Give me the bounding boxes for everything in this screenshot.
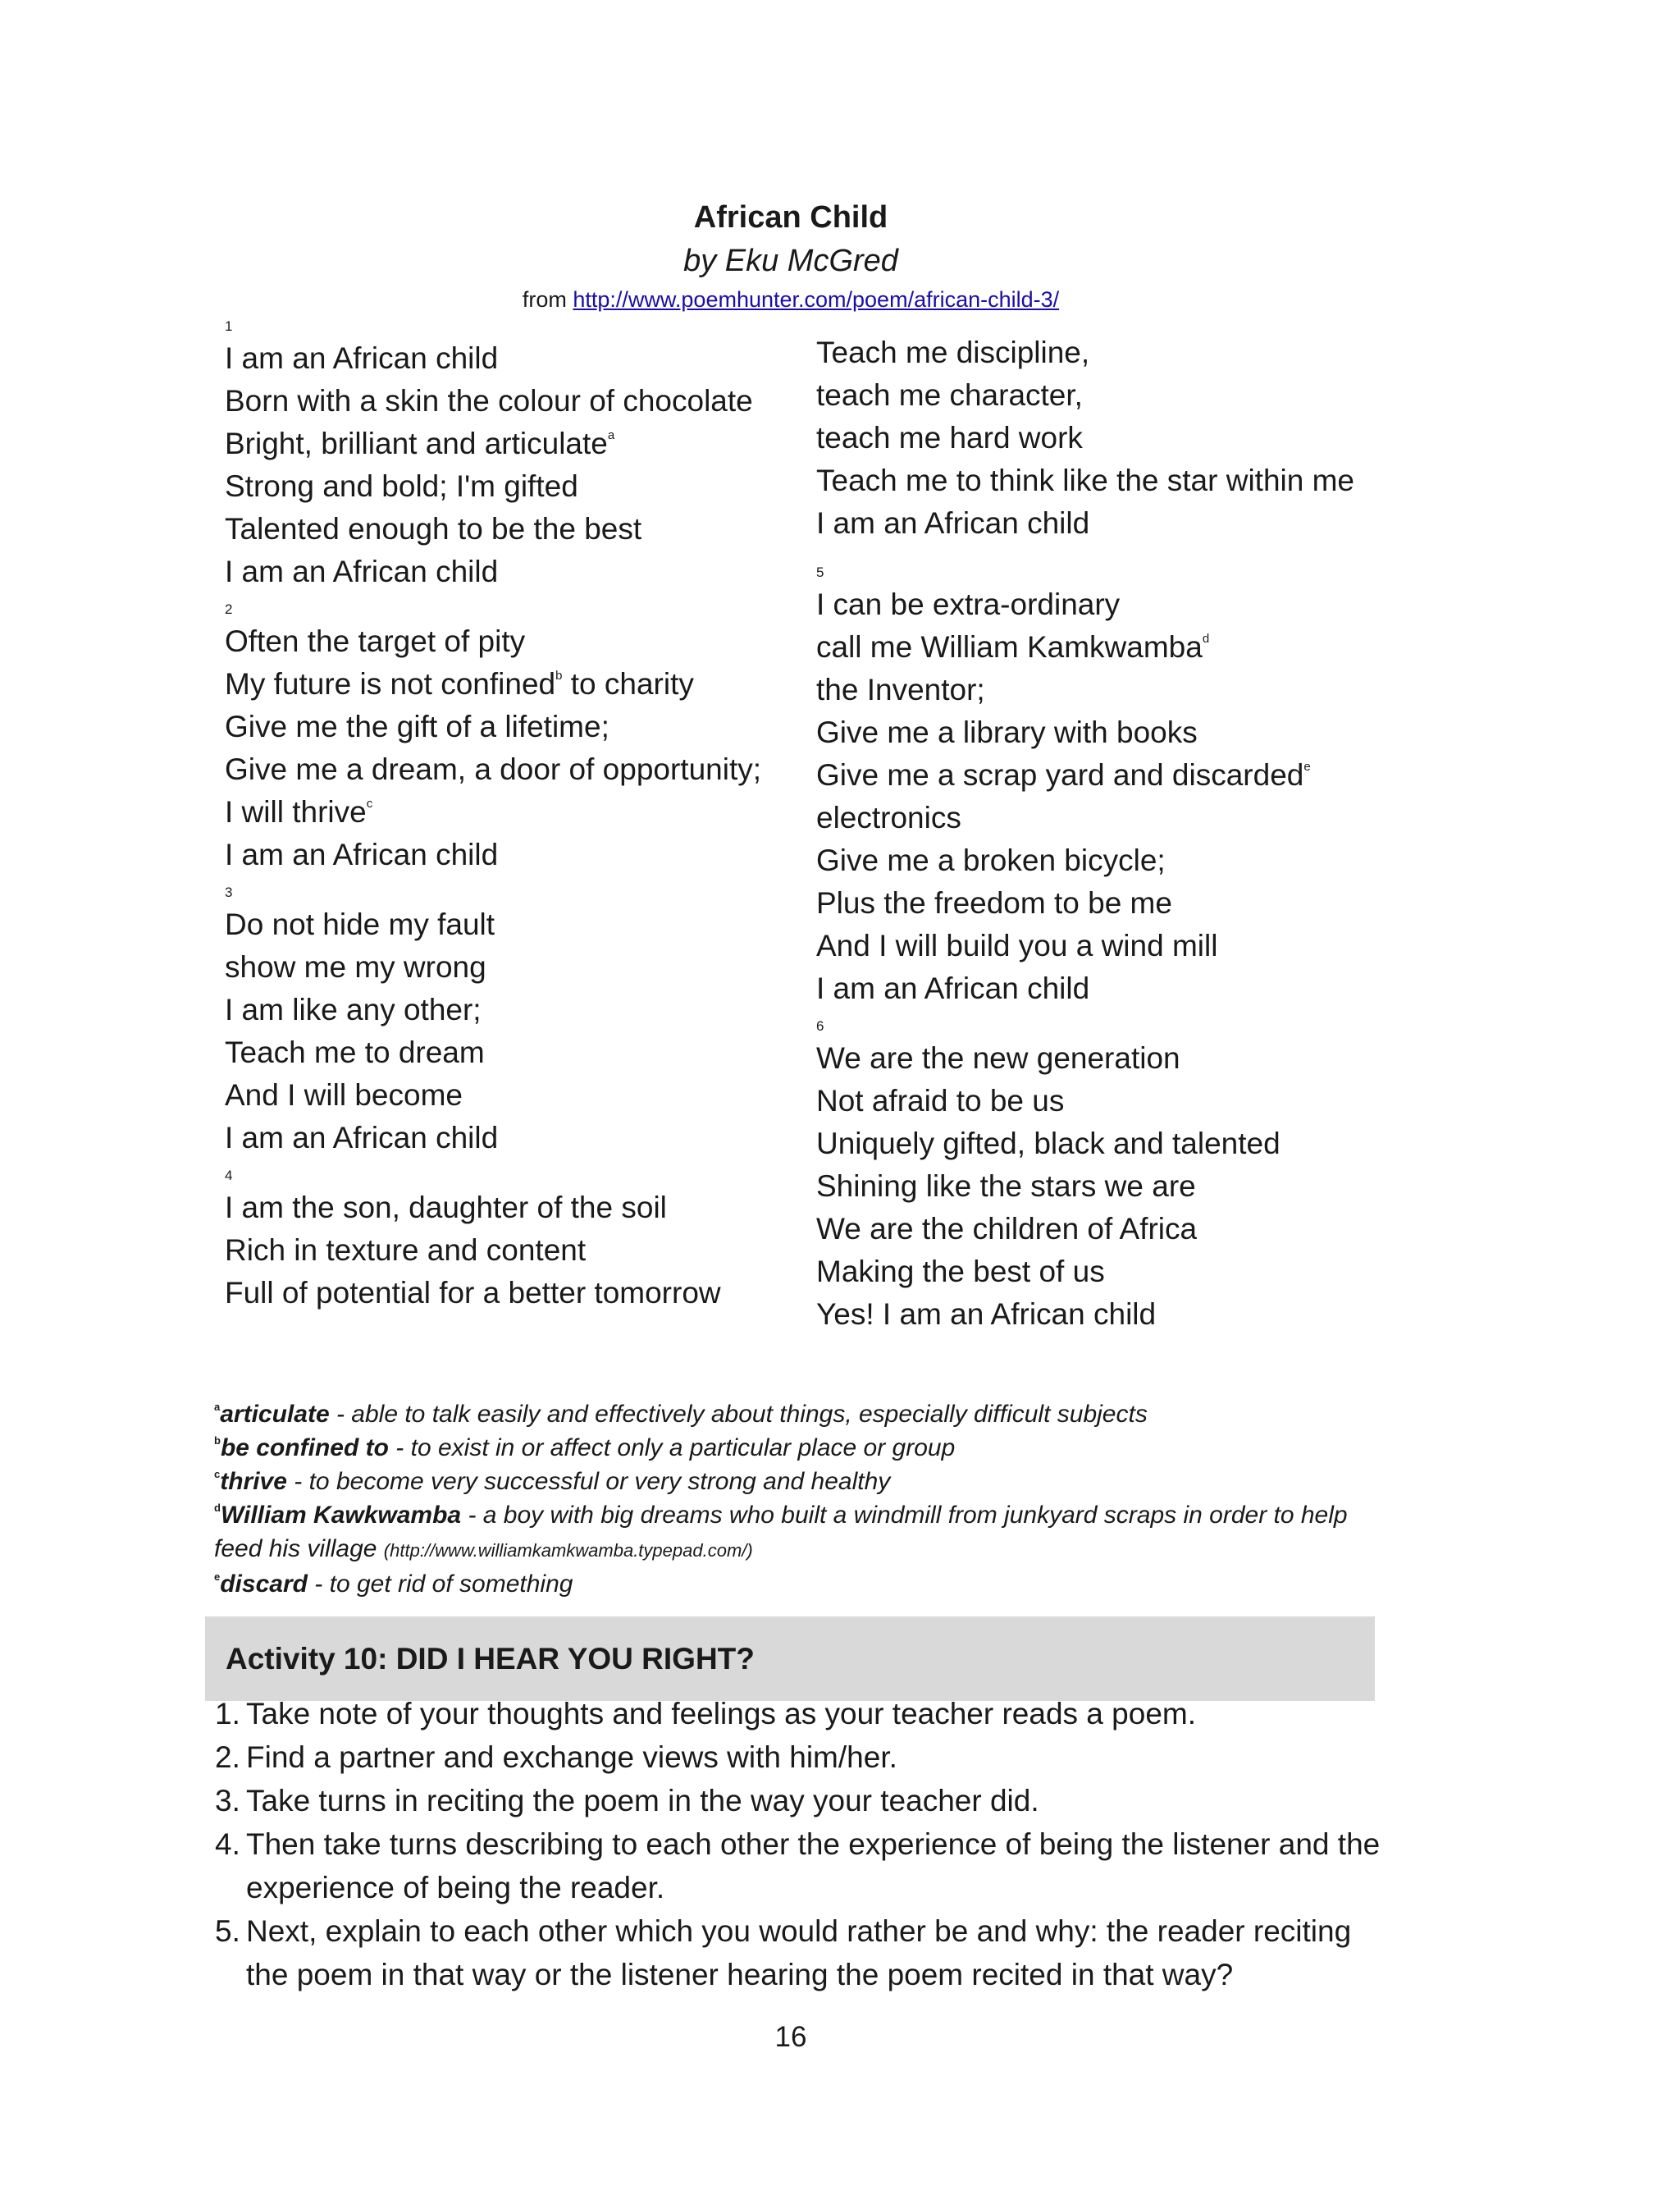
stanza-3 [225,885,799,1159]
poem-line: electronics [816,801,961,834]
poem-line: I am an African child [816,972,1090,1005]
footnote-b [214,1431,1379,1465]
item-text: Find a partner and exchange views with him/her. [246,1740,897,1774]
poem-line: Give me a broken bicycle; [816,844,1166,877]
poem-line: Full of potential for a better tomorrow [225,1276,721,1310]
footnote-mark: e [214,1570,221,1583]
poem-line: Often the target of pity [225,624,526,658]
item-text: Take note of your thoughts and feelings as your teacher reads a poem. [246,1697,1197,1731]
poem-line: I can be extra-ordinary [816,588,1121,621]
poem-line: I am the son, daughter of the soil [225,1191,667,1224]
poem-line-text: Bright, brilliant and articulate [225,427,608,460]
activity-item [215,1822,1396,1909]
stanza-4 [225,1168,799,1314]
source-prefix: from [522,287,573,312]
page-number: 16 [774,2021,807,2053]
poem-line: teach me hard work [816,421,1083,455]
poem-line: Rich in texture and content [225,1233,587,1267]
poem-line: Teach me to dream [225,1036,485,1069]
footnote-mark: d [1202,632,1210,646]
source-link[interactable]: http://www.poemhunter.com/poem/african-child-3/ [573,287,1060,312]
poem-line: We are the children of Africa [816,1212,1198,1246]
poem-line: We are the new generation [816,1041,1180,1075]
poem-column-right [816,310,1407,1336]
footnote-a [214,1397,1379,1431]
footnote-mark: b [555,669,563,683]
footnote-url: (http://www.williamkamkwamba.typepad.com/) [383,1540,753,1561]
poem-line: Shining like the stars we are [816,1169,1196,1203]
poem-line: Not afraid to be us [816,1084,1065,1118]
poem-line: Teach me to think like the star within me [816,464,1355,497]
poem-line: And I will build you a wind mill [816,929,1218,962]
poem-line: I am an African child [225,555,499,588]
footnote-definition: - a boy with big dreams who built a windmill from junkyard scraps in order to help feed his village [214,1502,1348,1562]
poem-author: by Eku McGred [683,244,898,278]
stanza-number: 4 [225,1168,233,1183]
poem-line: show me my wrong [225,950,486,984]
activity-heading-bar [205,1616,1375,1701]
footnote-mark: b [214,1434,221,1447]
item-number: 1. [215,1697,240,1731]
poem-line: Give me a dream, a door of opportunity; [225,752,762,786]
footnote-term: articulate [220,1401,330,1428]
poem-line: I am like any other; [225,993,482,1026]
item-text: Take turns in reciting the poem in the way your teacher did. [246,1784,1039,1817]
stanza-number: 5 [816,565,824,580]
poem-line-text: My future is not confined [225,667,556,701]
poem-line [225,663,799,706]
footnote-term: be confined to [220,1434,389,1461]
footnote-mark: e [1303,760,1311,774]
poem-line: teach me character, [816,378,1083,412]
stanza-5 [816,545,1407,1010]
poem-line: Uniquely gifted, black and talented [816,1127,1281,1160]
poem-line-text: call me William Kamkwamba [816,630,1203,664]
stanza-6 [816,1018,1407,1336]
stanza-number: 1 [225,318,233,334]
footnote-mark: c [214,1468,221,1480]
activity-item [215,1692,1396,1735]
poem-line: Plus the freedom to be me [816,886,1172,920]
item-text: Next, explain to each other which you would rather be and why: the reader reciting the poem in that way or the listener hearing the poem recited in that way? [246,1914,1352,1991]
footnote-term: discard [220,1570,308,1598]
item-number: 2. [215,1740,240,1774]
activity-item [215,1735,1396,1779]
item-text: Then take turns describing to each other the experience of being the listener and the experience of being the reader. [246,1827,1381,1904]
footnote-c [214,1465,1379,1498]
stanza-number: 3 [225,885,233,900]
activity-item [215,1909,1396,1996]
poem-line [816,754,1407,797]
poem-line [816,626,1407,669]
poem-line: the Inventor; [816,673,985,706]
stanza-4-continued [816,310,1407,545]
footnotes [214,1397,1379,1601]
footnote-term: William Kawkwamba [220,1502,462,1529]
activity-list [215,1692,1396,1996]
poem-line: Teach me discipline, [816,336,1090,369]
item-number: 3. [215,1784,240,1817]
poem-line: Making the best of us [816,1255,1105,1288]
footnote-e [214,1567,1379,1601]
poem-line: I am an African child [225,838,499,871]
footnote-mark: a [607,428,615,442]
activity-heading: Activity 10: DID I HEAR YOU RIGHT? [226,1641,755,1676]
poem-line-text: I will thrive [225,795,367,829]
footnote-definition: - able to talk easily and effectively about things, especially difficult subjects [329,1401,1148,1428]
poem-line [225,423,799,465]
poem-line: Strong and bold; I'm gifted [225,469,578,503]
stanza-number: 2 [225,601,233,617]
poem-line: Give me a library with books [816,716,1198,749]
footnote-mark: a [214,1401,221,1413]
footnote-definition: - to get rid of something [307,1570,573,1598]
poem-line: Born with a skin the colour of chocolate [225,384,753,418]
poem-line: I am an African child [225,341,499,375]
stanza-1 [225,318,799,593]
poem-column-left [225,310,799,1314]
footnote-mark: c [366,797,373,811]
item-number: 4. [215,1827,240,1861]
stanza-2 [225,601,799,876]
poem-line: Do not hide my fault [225,908,495,941]
item-number: 5. [215,1914,240,1948]
poem-line: Give me the gift of a lifetime; [225,710,609,743]
poem-line: I am an African child [816,506,1090,540]
footnote-definition: - to exist in or affect only a particular place or group [388,1434,956,1461]
poem-source [0,287,1582,313]
poem-line: Talented enough to be the best [225,512,642,546]
poem-line [225,791,799,834]
footnote-term: thrive [220,1468,287,1495]
poem-line: Yes! I am an African child [816,1297,1157,1331]
poem-line-tail: to charity [562,667,694,701]
poem-line: And I will become [225,1078,463,1112]
footnote-d [214,1498,1379,1567]
footnote-mark: d [214,1502,221,1514]
stanza-number: 6 [816,1018,824,1034]
poem-line-text: Give me a scrap yard and discarded [816,758,1304,792]
footnote-definition: - to become very successful or very strong and healthy [286,1468,891,1495]
poem-title: African Child [693,200,888,235]
activity-item [215,1779,1396,1822]
poem-line: I am an African child [225,1121,499,1154]
